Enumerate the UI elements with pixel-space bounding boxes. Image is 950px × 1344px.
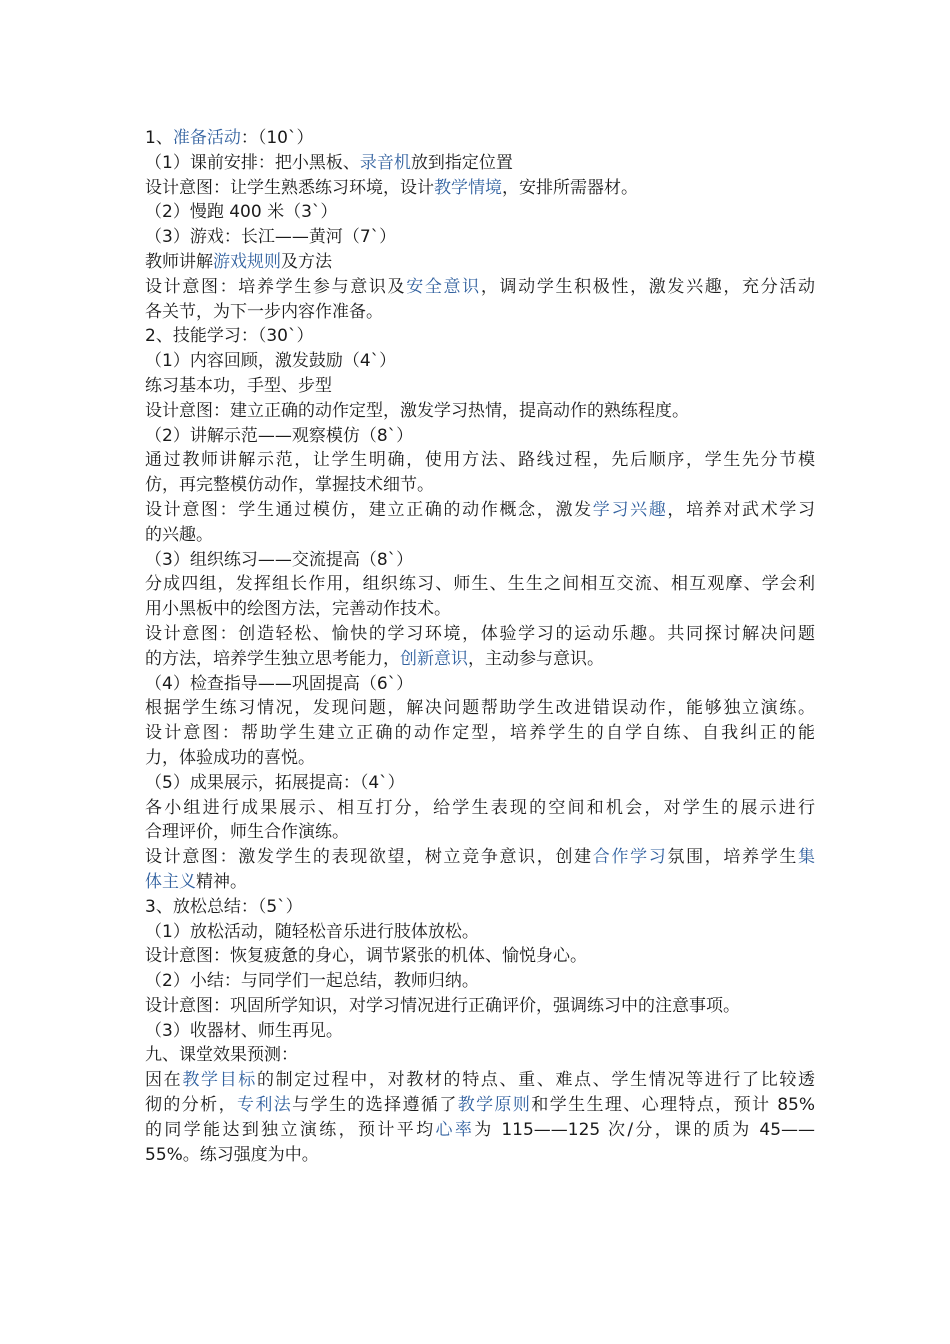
text-run: （1）内容回顾，激发鼓励（4`） [145, 351, 397, 372]
hyperlink[interactable]: 游戏规则 [213, 251, 281, 272]
text-run: 用小黑板中的绘图方法，完善动作技术。 [145, 599, 451, 620]
text-line [145, 597, 815, 622]
text-line [145, 696, 815, 721]
text-line [145, 845, 815, 870]
text-run: ，培养对武术学习 [667, 499, 816, 520]
text-run: 为 115——125 次/分，课的质为 45—— [474, 1119, 816, 1140]
hyperlink[interactable]: 安全意识 [406, 276, 481, 297]
text-run: ，主动参与意识。 [468, 648, 604, 669]
text-line [145, 572, 815, 597]
text-line [145, 300, 815, 325]
text-run: （4）检查指导——巩固提高（6`） [145, 673, 414, 694]
text-line [145, 771, 815, 796]
text-run: 3、放松总结：（5`） [145, 896, 303, 917]
text-run: ，安排所需器材。 [502, 177, 638, 198]
text-run: （1）课前安排：把小黑板、 [145, 152, 360, 173]
text-run: ，调动学生积极性，激发兴趣，充分活动 [480, 276, 816, 297]
text-run: 1、 [145, 128, 173, 148]
text-run: 55%。练习强度为中。 [145, 1144, 319, 1165]
text-run: 力，体验成功的喜悦。 [145, 747, 315, 768]
text-line [145, 200, 815, 225]
text-line [145, 1019, 815, 1044]
text-line [145, 994, 815, 1019]
text-line [145, 250, 815, 275]
text-run: 合理评价，师生合作演练。 [145, 822, 349, 843]
hyperlink[interactable]: 创新意识 [400, 648, 468, 669]
text-run: （1）放松活动，随轻松音乐进行肢体放松。 [145, 921, 479, 942]
text-line [145, 275, 815, 300]
text-line [145, 151, 815, 176]
text-line [145, 1068, 815, 1093]
text-line [145, 424, 815, 449]
text-line [145, 870, 815, 895]
text-run: 的同学能达到独立演练，预计平均 [145, 1119, 436, 1140]
hyperlink[interactable]: 准备活动 [172, 128, 241, 148]
text-line [145, 672, 815, 697]
text-line [145, 796, 815, 821]
text-run: 各关节，为下一步内容作准备。 [145, 301, 383, 322]
text-line [145, 176, 815, 201]
text-run: 设计意图：巩固所学知识，对学习情况进行正确评价，强调练习中的注意事项。 [145, 995, 740, 1016]
text-run: 设计意图：建立正确的动作定型，激发学习热情，提高动作的熟练程度。 [145, 400, 689, 421]
text-run: （3）游戏：长江——黄河（7`） [145, 227, 397, 248]
document-body [145, 126, 815, 1167]
text-run: 分成四组，发挥组长作用，组织练习、师生、生生之间相互交流、相互观摩、学会利 [145, 574, 815, 595]
text-run: 教师讲解 [145, 251, 213, 272]
hyperlink[interactable]: 集 [798, 847, 816, 868]
text-run: 的兴趣。 [145, 524, 213, 545]
hyperlink[interactable]: 学习兴趣 [592, 499, 668, 520]
text-line [145, 820, 815, 845]
text-run: 的制定过程中，对教材的特点、重、难点、学生情况等进行了比较透 [256, 1070, 816, 1091]
text-run: 设计意图：让学生熟悉练习环境，设计 [145, 177, 434, 198]
text-run: 放到指定位置 [410, 152, 513, 173]
text-run: 仿，再完整模仿动作，掌握技术细节。 [145, 475, 434, 496]
text-run: 设计意图：激发学生的表现欲望，树立竞争意识，创建 [145, 847, 593, 868]
text-run: 设计意图：学生通过模仿，建立正确的动作概念，激发 [145, 499, 593, 520]
text-line [145, 473, 815, 498]
hyperlink[interactable]: 教学情境 [434, 177, 502, 198]
text-line [145, 622, 815, 647]
hyperlink[interactable]: 心率 [435, 1119, 475, 1140]
hyperlink[interactable]: 专利法 [236, 1095, 293, 1116]
text-line [145, 448, 815, 473]
text-line [145, 647, 815, 672]
text-line [145, 969, 815, 994]
text-line [145, 126, 815, 151]
text-line [145, 349, 815, 374]
text-run: 根据学生练习情况，发现问题，解决问题帮助学生改进错误动作，能够独立演练。 [145, 698, 815, 719]
text-line [145, 374, 815, 399]
text-run: 设计意图：帮助学生建立正确的动作定型，培养学生的自学自练、自我纠正的能 [145, 723, 815, 744]
hyperlink[interactable]: 合作学习 [592, 847, 668, 868]
text-run: （2）小结：与同学们一起总结，教师归纳。 [145, 971, 479, 992]
text-run: （2）讲解示范——观察模仿（8`） [145, 425, 414, 446]
text-run: 设计意图：创造轻松、愉快的学习环境，体验学习的运动乐趣。共同探讨解决问题 [145, 623, 815, 644]
text-run: （2）慢跑 400 米（3`） [145, 202, 338, 223]
text-run: 各小组进行成果展示、相互打分，给学生表现的空间和机会，对学生的展示进行 [145, 797, 815, 818]
text-line [145, 1118, 815, 1143]
text-line [145, 746, 815, 771]
hyperlink[interactable]: 体主义 [145, 871, 196, 892]
text-run: 通过教师讲解示范，让学生明确，使用方法、路线过程，先后顺序，学生先分节模 [145, 450, 815, 471]
text-line [145, 324, 815, 349]
text-line [145, 548, 815, 573]
text-run: 2、技能学习：（30`） [145, 326, 314, 347]
text-run: 氛围，培养学生 [667, 847, 799, 868]
text-run: 设计意图：培养学生参与意识及 [145, 276, 407, 297]
text-run: 设计意图：恢复疲惫的身心，调节紧张的机体、愉悦身心。 [145, 946, 587, 967]
text-line [145, 498, 815, 523]
text-run: 九、课堂效果预测： [145, 1045, 298, 1066]
hyperlink[interactable]: 录音机 [359, 152, 411, 173]
text-run: 练习基本功，手型、步型 [145, 375, 332, 396]
text-run: （5）成果展示，拓展提高：（4`） [145, 772, 405, 793]
text-run: 彻的分析， [145, 1095, 237, 1116]
text-line [145, 920, 815, 945]
text-line [145, 225, 815, 250]
text-line [145, 399, 815, 424]
text-run: （3）组织练习——交流提高（8`） [145, 549, 414, 570]
text-line [145, 1093, 815, 1118]
text-run: 的方法，培养学生独立思考能力， [145, 648, 400, 669]
text-line [145, 1143, 815, 1168]
text-run: 和学生生理、心理特点，预计 85% [531, 1095, 816, 1116]
text-run: ：（10`） [240, 128, 314, 148]
text-line [145, 944, 815, 969]
text-run: （3）收器材、师生再见。 [145, 1020, 343, 1041]
text-line [145, 895, 815, 920]
text-line [145, 1043, 815, 1068]
text-line [145, 721, 815, 746]
text-run: 因在 [145, 1070, 183, 1091]
text-run: 精神。 [196, 871, 247, 892]
text-line [145, 523, 815, 548]
text-run: 及方法 [281, 251, 332, 272]
text-run: 与学生的选择遵循了 [292, 1095, 458, 1116]
hyperlink[interactable]: 教学原则 [457, 1095, 532, 1116]
hyperlink[interactable]: 教学目标 [182, 1070, 257, 1091]
